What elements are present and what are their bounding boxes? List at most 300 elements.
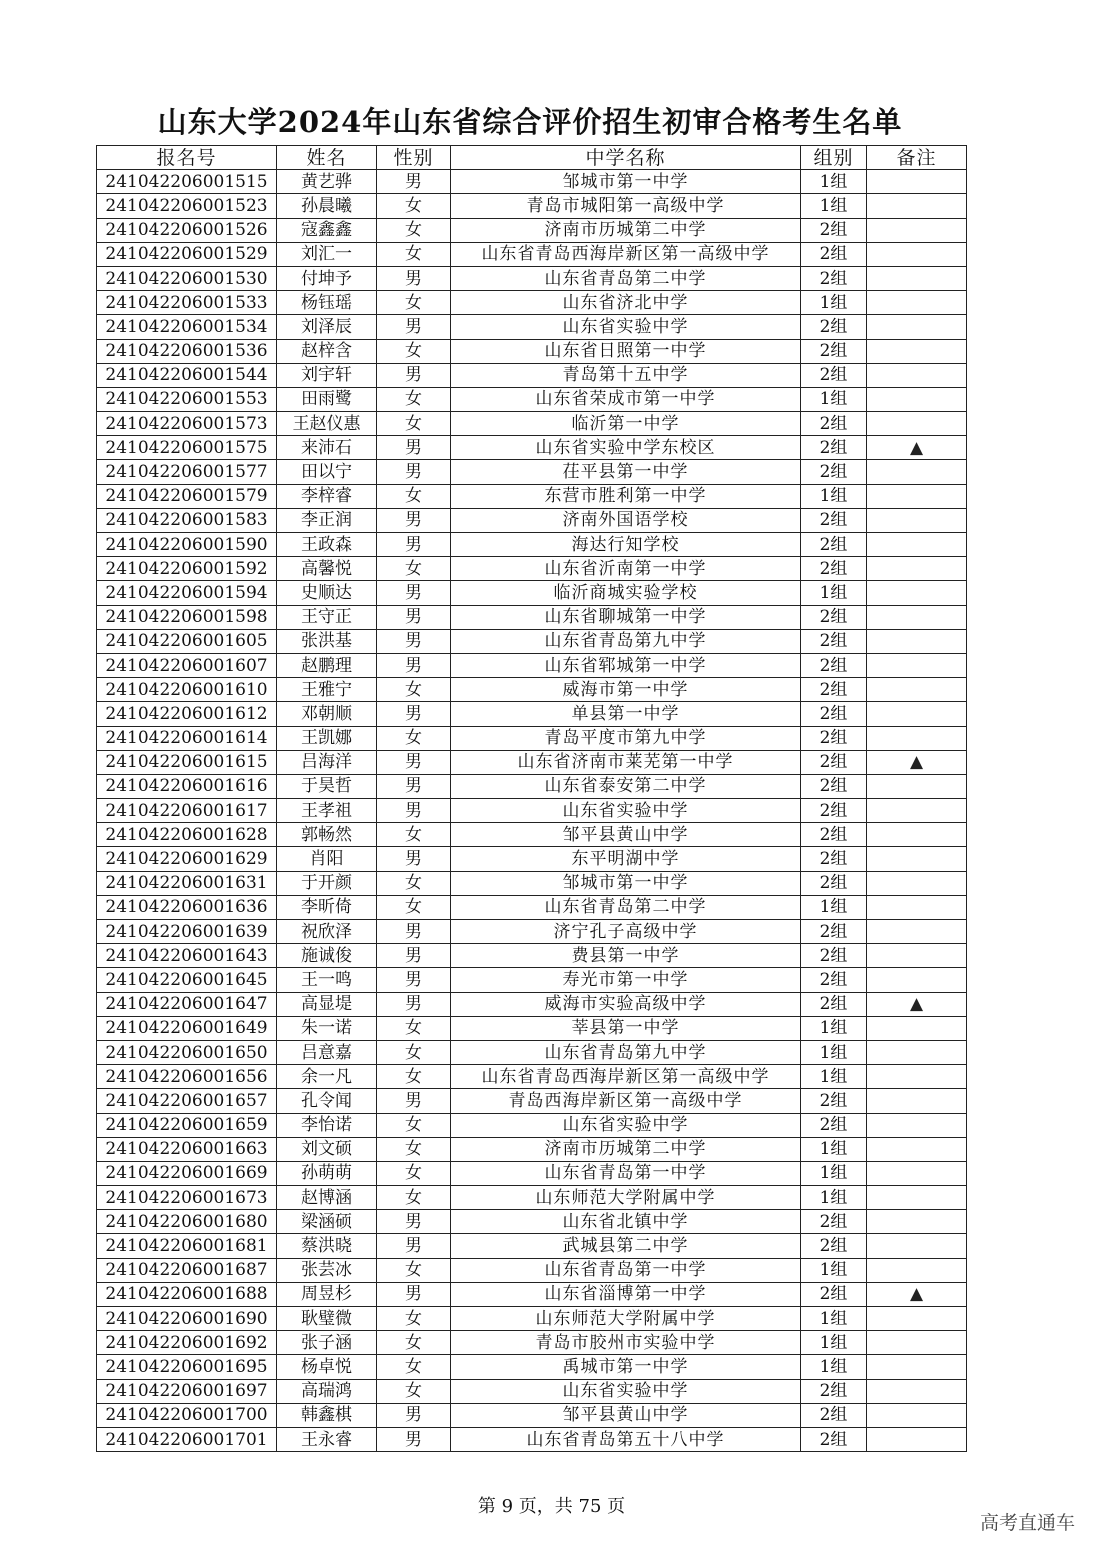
cell-note [867,1427,967,1451]
cell-note [867,629,967,653]
cell-school: 济南市历城第二中学 [451,218,801,242]
cell-group: 1组 [801,291,867,315]
cell-group: 2组 [801,774,867,798]
cell-note [867,920,967,944]
cell-gender: 女 [377,678,451,702]
cell-group: 2组 [801,968,867,992]
cell-group: 1组 [801,1016,867,1040]
cell-note [867,895,967,919]
header-gender: 性别 [377,146,451,170]
cell-name: 李梓睿 [277,484,377,508]
cell-registration-number: 241042206001534 [97,315,277,339]
cell-registration-number: 241042206001636 [97,895,277,919]
cell-gender: 男 [377,629,451,653]
table-row [97,823,967,847]
table-row [97,315,967,339]
cell-school: 山东省青岛第二中学 [451,266,801,290]
cell-name: 高馨悦 [277,557,377,581]
cell-gender: 女 [377,557,451,581]
table-row [97,218,967,242]
cell-name: 王政森 [277,533,377,557]
cell-school: 邹城市第一中学 [451,170,801,194]
header-registration-number: 报名号 [97,146,277,170]
cell-registration-number: 241042206001573 [97,412,277,436]
cell-school: 威海市实验高级中学 [451,992,801,1016]
cell-name: 于开颜 [277,871,377,895]
cell-group: 2组 [801,1089,867,1113]
cell-registration-number: 241042206001663 [97,1137,277,1161]
cell-gender: 女 [377,194,451,218]
table-row [97,436,967,460]
cell-name: 王赵仪惠 [277,412,377,436]
cell-note [867,1355,967,1379]
cell-gender: 女 [377,1331,451,1355]
cell-registration-number: 241042206001688 [97,1282,277,1306]
cell-note [867,508,967,532]
cell-registration-number: 241042206001614 [97,726,277,750]
cell-registration-number: 241042206001530 [97,266,277,290]
cell-registration-number: 241042206001669 [97,1161,277,1185]
cell-registration-number: 241042206001690 [97,1307,277,1331]
cell-note [867,1258,967,1282]
cell-registration-number: 241042206001575 [97,436,277,460]
table-row [97,1427,967,1451]
cell-group: 2组 [801,678,867,702]
cell-gender: 女 [377,291,451,315]
cell-registration-number: 241042206001650 [97,1040,277,1064]
cell-gender: 男 [377,799,451,823]
cell-name: 刘汇一 [277,242,377,266]
cell-registration-number: 241042206001615 [97,750,277,774]
cell-name: 孙萌萌 [277,1161,377,1185]
cell-note [867,1307,967,1331]
cell-school: 山东省北镇中学 [451,1210,801,1234]
cell-registration-number: 241042206001605 [97,629,277,653]
cell-note [867,1113,967,1137]
table-row [97,968,967,992]
table-row [97,170,967,194]
cell-gender: 男 [377,508,451,532]
page-title: 山东大学2024年山东省综合评价招生初审合格考生名单 [157,105,903,139]
cell-group: 2组 [801,992,867,1016]
cell-group: 1组 [801,1040,867,1064]
cell-registration-number: 241042206001631 [97,871,277,895]
cell-gender: 女 [377,823,451,847]
cell-gender: 女 [377,871,451,895]
cell-group: 2组 [801,653,867,677]
table-row [97,291,967,315]
cell-group: 2组 [801,1403,867,1427]
cell-group: 2组 [801,1427,867,1451]
cell-note [867,1379,967,1403]
cell-gender: 男 [377,1403,451,1427]
cell-note [867,1403,967,1427]
table-row [97,1065,967,1089]
cell-registration-number: 241042206001687 [97,1258,277,1282]
cell-gender: 女 [377,1355,451,1379]
cell-name: 刘泽辰 [277,315,377,339]
cell-name: 王守正 [277,605,377,629]
cell-registration-number: 241042206001628 [97,823,277,847]
cell-name: 李怡诺 [277,1113,377,1137]
cell-group: 2组 [801,363,867,387]
cell-gender: 男 [377,992,451,1016]
cell-note [867,242,967,266]
cell-name: 李正润 [277,508,377,532]
cell-gender: 女 [377,1113,451,1137]
table-row [97,1234,967,1258]
cell-school: 山东省实验中学 [451,315,801,339]
cell-group: 2组 [801,629,867,653]
cell-note [867,1331,967,1355]
cell-gender: 女 [377,242,451,266]
cell-school: 邹平县黄山中学 [451,1403,801,1427]
cell-school: 青岛第十五中学 [451,363,801,387]
cell-gender: 男 [377,1282,451,1306]
table-row [97,1210,967,1234]
cell-gender: 女 [377,1016,451,1040]
cell-school: 山东省实验中学 [451,1113,801,1137]
cell-school: 山东省泰安第二中学 [451,774,801,798]
cell-school: 山东省青岛西海岸新区第一高级中学 [451,1065,801,1089]
cell-registration-number: 241042206001680 [97,1210,277,1234]
table-row [97,557,967,581]
cell-gender: 男 [377,170,451,194]
cell-note [867,1137,967,1161]
cell-gender: 女 [377,1186,451,1210]
cell-note [867,412,967,436]
table-row [97,726,967,750]
cell-note [867,1089,967,1113]
page-number: 第 9 页，共 75 页 [477,1496,626,1517]
cell-school: 东营市胜利第一中学 [451,484,801,508]
cell-name: 赵博涵 [277,1186,377,1210]
cell-gender: 女 [377,1161,451,1185]
cell-name: 张洪基 [277,629,377,653]
table-row [97,363,967,387]
cell-group: 1组 [801,170,867,194]
cell-note: ▲ [867,1282,967,1306]
cell-group: 2组 [801,266,867,290]
cell-registration-number: 241042206001659 [97,1113,277,1137]
cell-group: 2组 [801,508,867,532]
cell-gender: 男 [377,1234,451,1258]
cell-registration-number: 241042206001533 [97,291,277,315]
cell-registration-number: 241042206001647 [97,992,277,1016]
cell-group: 2组 [801,1282,867,1306]
cell-school: 临沂商城实验学校 [451,581,801,605]
cell-gender: 女 [377,1258,451,1282]
cell-registration-number: 241042206001579 [97,484,277,508]
cell-group: 1组 [801,1065,867,1089]
header-note: 备注 [867,146,967,170]
cell-registration-number: 241042206001515 [97,170,277,194]
header-school: 中学名称 [451,146,801,170]
cell-gender: 女 [377,484,451,508]
cell-registration-number: 241042206001656 [97,1065,277,1089]
cell-gender: 女 [377,339,451,363]
cell-registration-number: 241042206001697 [97,1379,277,1403]
cell-gender: 男 [377,266,451,290]
cell-registration-number: 241042206001523 [97,194,277,218]
cell-gender: 男 [377,581,451,605]
cell-name: 黄艺骅 [277,170,377,194]
cell-name: 王一鸣 [277,968,377,992]
cell-name: 高瑞鸿 [277,1379,377,1403]
cell-gender: 男 [377,460,451,484]
cell-registration-number: 241042206001657 [97,1089,277,1113]
cell-group: 2组 [801,339,867,363]
cell-name: 肖阳 [277,847,377,871]
cell-gender: 女 [377,387,451,411]
table-row [97,847,967,871]
table-row [97,871,967,895]
cell-group: 2组 [801,1210,867,1234]
cell-group: 2组 [801,920,867,944]
table-row [97,629,967,653]
cell-note [867,533,967,557]
cell-registration-number: 241042206001701 [97,1427,277,1451]
cell-note [867,484,967,508]
cell-school: 寿光市第一中学 [451,968,801,992]
cell-registration-number: 241042206001645 [97,968,277,992]
cell-gender: 男 [377,1089,451,1113]
cell-gender: 男 [377,968,451,992]
table-row [97,799,967,823]
cell-school: 山东省郓城第一中学 [451,653,801,677]
cell-group: 1组 [801,1161,867,1185]
cell-group: 2组 [801,726,867,750]
cell-name: 刘宇轩 [277,363,377,387]
cell-school: 山东省实验中学 [451,799,801,823]
table-row [97,412,967,436]
table-row [97,1355,967,1379]
cell-note [867,823,967,847]
cell-group: 2组 [801,557,867,581]
table-row [97,653,967,677]
cell-note [867,605,967,629]
cell-school: 青岛平度市第九中学 [451,726,801,750]
cell-registration-number: 241042206001583 [97,508,277,532]
cell-registration-number: 241042206001639 [97,920,277,944]
cell-note [867,774,967,798]
cell-school: 山东省青岛第二中学 [451,895,801,919]
cell-name: 吕海洋 [277,750,377,774]
cell-name: 韩鑫棋 [277,1403,377,1427]
cell-name: 朱一诺 [277,1016,377,1040]
cell-registration-number: 241042206001649 [97,1016,277,1040]
cell-note [867,799,967,823]
cell-note [867,653,967,677]
table-row [97,605,967,629]
cell-note [867,1234,967,1258]
cell-registration-number: 241042206001577 [97,460,277,484]
cell-registration-number: 241042206001594 [97,581,277,605]
cell-note: ▲ [867,750,967,774]
table-row [97,484,967,508]
cell-group: 2组 [801,242,867,266]
table-row [97,508,967,532]
cell-group: 2组 [801,218,867,242]
cell-registration-number: 241042206001526 [97,218,277,242]
cell-note [867,194,967,218]
cell-note [867,678,967,702]
cell-gender: 男 [377,1210,451,1234]
table-header-row [97,146,967,170]
cell-school: 山东省沂南第一中学 [451,557,801,581]
cell-note [867,170,967,194]
cell-name: 郭畅然 [277,823,377,847]
cell-name: 周昱杉 [277,1282,377,1306]
cell-note [867,581,967,605]
cell-name: 祝欣泽 [277,920,377,944]
cell-note [867,460,967,484]
cell-registration-number: 241042206001692 [97,1331,277,1355]
cell-gender: 男 [377,315,451,339]
cell-group: 1组 [801,484,867,508]
cell-name: 李昕倚 [277,895,377,919]
cell-note [867,944,967,968]
cell-group: 2组 [801,533,867,557]
cell-school: 青岛市城阳第一高级中学 [451,194,801,218]
cell-name: 赵鹏理 [277,653,377,677]
cell-school: 山东省青岛西海岸新区第一高级中学 [451,242,801,266]
cell-name: 寇鑫鑫 [277,218,377,242]
table-row [97,1403,967,1427]
cell-registration-number: 241042206001529 [97,242,277,266]
cell-name: 杨卓悦 [277,1355,377,1379]
cell-school: 山东省聊城第一中学 [451,605,801,629]
cell-registration-number: 241042206001598 [97,605,277,629]
cell-note [867,363,967,387]
cell-school: 山东省济北中学 [451,291,801,315]
cell-registration-number: 241042206001616 [97,774,277,798]
cell-gender: 女 [377,1379,451,1403]
candidate-table [96,145,967,1452]
cell-registration-number: 241042206001553 [97,387,277,411]
cell-name: 史顺达 [277,581,377,605]
cell-school: 山东省日照第一中学 [451,339,801,363]
cell-gender: 男 [377,944,451,968]
cell-note: ▲ [867,436,967,460]
cell-school: 东平明湖中学 [451,847,801,871]
cell-school: 山东省青岛第一中学 [451,1258,801,1282]
cell-school: 海达行知学校 [451,533,801,557]
cell-name: 蔡洪晓 [277,1234,377,1258]
cell-registration-number: 241042206001700 [97,1403,277,1427]
cell-school: 青岛西海岸新区第一高级中学 [451,1089,801,1113]
cell-name: 王孝祖 [277,799,377,823]
cell-school: 山东省济南市莱芜第一中学 [451,750,801,774]
cell-gender: 男 [377,653,451,677]
table-row [97,1089,967,1113]
cell-gender: 男 [377,774,451,798]
table-row [97,895,967,919]
cell-note [867,387,967,411]
cell-note: ▲ [867,992,967,1016]
cell-school: 费县第一中学 [451,944,801,968]
cell-registration-number: 241042206001629 [97,847,277,871]
cell-name: 孔令闻 [277,1089,377,1113]
cell-note [867,871,967,895]
cell-note [867,847,967,871]
cell-name: 杨钰瑶 [277,291,377,315]
cell-group: 1组 [801,895,867,919]
cell-group: 2组 [801,1234,867,1258]
cell-name: 梁涵硕 [277,1210,377,1234]
cell-group: 2组 [801,823,867,847]
cell-school: 禹城市第一中学 [451,1355,801,1379]
table-row [97,533,967,557]
table-row [97,920,967,944]
cell-school: 邹平县黄山中学 [451,823,801,847]
cell-registration-number: 241042206001592 [97,557,277,581]
cell-note [867,266,967,290]
cell-group: 1组 [801,194,867,218]
cell-name: 于昊哲 [277,774,377,798]
cell-name: 施诚俊 [277,944,377,968]
cell-name: 赵梓含 [277,339,377,363]
cell-name: 田以宁 [277,460,377,484]
cell-note [867,315,967,339]
cell-gender: 女 [377,1307,451,1331]
cell-registration-number: 241042206001536 [97,339,277,363]
table-row [97,750,967,774]
table-row [97,266,967,290]
cell-note [867,1040,967,1064]
header-group: 组别 [801,146,867,170]
cell-note [867,1186,967,1210]
table-row [97,460,967,484]
table-row [97,1258,967,1282]
cell-school: 威海市第一中学 [451,678,801,702]
cell-school: 济南市历城第二中学 [451,1137,801,1161]
cell-group: 2组 [801,750,867,774]
cell-group: 2组 [801,871,867,895]
cell-group: 1组 [801,1258,867,1282]
watermark: 高考直通车 [979,1512,1075,1534]
cell-school: 山东省实验中学 [451,1379,801,1403]
cell-group: 2组 [801,1113,867,1137]
table-row [97,1379,967,1403]
cell-note [867,339,967,363]
cell-group: 1组 [801,1355,867,1379]
cell-school: 武城县第二中学 [451,1234,801,1258]
cell-note [867,702,967,726]
cell-name: 田雨鹭 [277,387,377,411]
cell-name: 付坤予 [277,266,377,290]
cell-note [867,968,967,992]
table-row [97,581,967,605]
cell-school: 山东省青岛第九中学 [451,1040,801,1064]
cell-school: 济宁孔子高级中学 [451,920,801,944]
cell-gender: 男 [377,1427,451,1451]
cell-group: 2组 [801,605,867,629]
cell-school: 山东师范大学附属中学 [451,1186,801,1210]
cell-name: 高显堤 [277,992,377,1016]
table-row [97,944,967,968]
cell-group: 2组 [801,944,867,968]
cell-name: 张芸冰 [277,1258,377,1282]
cell-name: 邓朝顺 [277,702,377,726]
cell-note [867,218,967,242]
cell-name: 王雅宁 [277,678,377,702]
cell-school: 莘县第一中学 [451,1016,801,1040]
cell-school: 山东省青岛第九中学 [451,629,801,653]
cell-registration-number: 241042206001695 [97,1355,277,1379]
cell-group: 1组 [801,1137,867,1161]
cell-school: 山东省荣成市第一中学 [451,387,801,411]
